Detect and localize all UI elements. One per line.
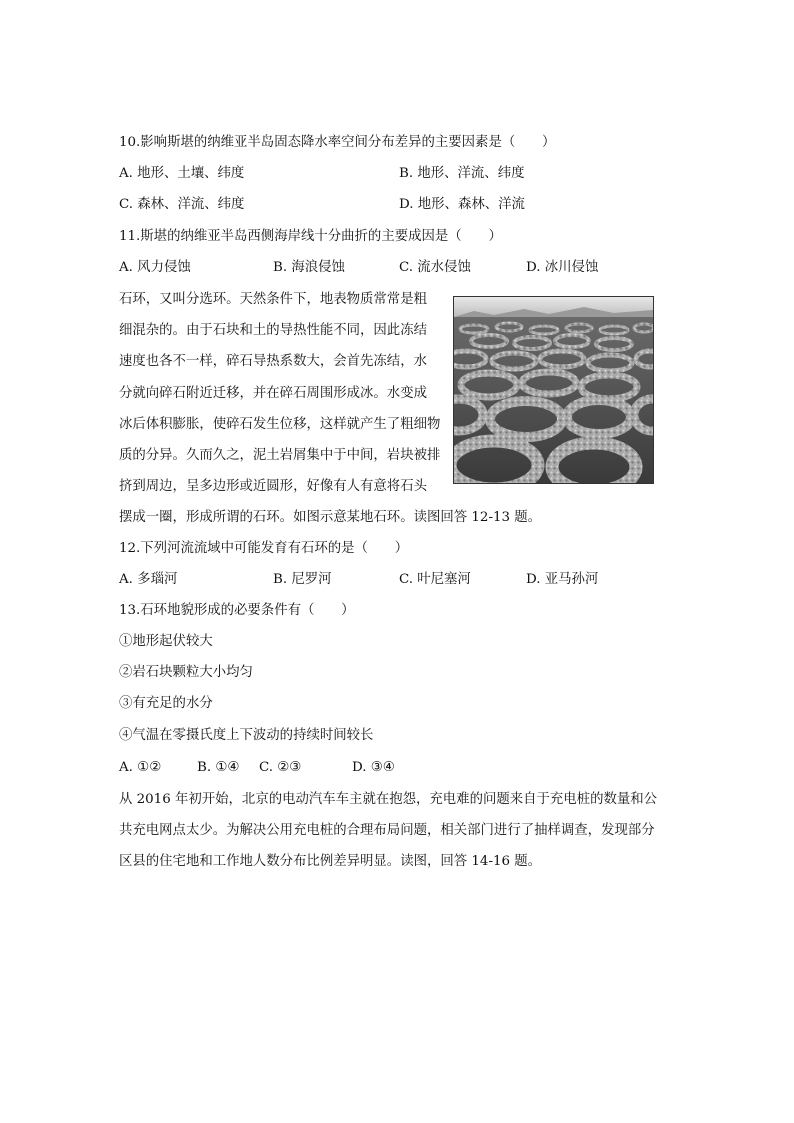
q13-option-a: A. ①② xyxy=(119,760,162,775)
q13-option-c: C. ②③ xyxy=(259,760,302,775)
passage-line: 从 2016 年初开始，北京的电动汽车车主就在抱怨，充电难的问题来自于充电桩的数量和公 xyxy=(119,792,658,807)
q12-option-a: A. 多瑙河 xyxy=(119,572,178,587)
passage-line: 共充电网点太少。为解决公用充电桩的合理布局问题，相关部门进行了抽样调查，发现部分 xyxy=(119,823,655,839)
q12-option-b: B. 尼罗河 xyxy=(273,572,332,587)
q13-statement-4: ④气温在零摄氏度上下波动的持续时间较长 xyxy=(119,728,374,743)
q13-option-d: D. ③④ xyxy=(352,760,395,775)
q12-option-d: D. 亚马孙河 xyxy=(526,572,599,587)
q13-option-b: B. ①④ xyxy=(197,760,240,775)
stone-ring-photo xyxy=(453,296,654,484)
q11-option-a: A. 风力侵蚀 xyxy=(119,260,191,275)
q12-stem: 12.下列河流流域中可能发育有石环的是（ ） xyxy=(119,541,409,556)
q10-stem: 10.影响斯堪的纳维亚半岛固态降水率空间分布差异的主要因素是（ ） xyxy=(119,135,556,150)
q13-statement-2: ②岩石块颗粒大小均匀 xyxy=(119,665,253,680)
q10-option-a: A. 地形、土壤、纬度 xyxy=(119,166,245,181)
q10-option-c: C. 森林、洋流、纬度 xyxy=(119,197,245,212)
q11-stem: 11.斯堪的纳维亚半岛西侧海岸线十分曲折的主要成因是（ ） xyxy=(119,229,502,244)
passage-line: 速度也各不一样，碎石导热系数大，会首先冻结，水 xyxy=(119,354,427,370)
passage-line: 分就向碎石附近迁移，并在碎石周围形成冰。水变成 xyxy=(119,385,427,401)
q13-stem: 13.石环地貌形成的必要条件有（ ） xyxy=(119,603,355,618)
q10-option-b: B. 地形、洋流、纬度 xyxy=(399,166,525,181)
passage-line: 质的分异。久而久之，泥土岩屑集中于中间，岩块被排 xyxy=(119,448,441,464)
q11-option-d: D. 冰川侵蚀 xyxy=(526,260,599,275)
passage-line: 摆成一圈，形成所谓的石环。如图示意某地石环。读图回答 12-13 题。 xyxy=(119,510,542,526)
passage-line: 细混杂的。由于石块和土的导热性能不同，因此冻结 xyxy=(119,323,427,339)
passage-line: 区县的住宅地和工作地人数分布比例差异明显。读图，回答 14-16 题。 xyxy=(119,854,542,870)
passage-charging xyxy=(119,784,657,878)
passage-line: 挤到周边，呈多边形或近圆形，好像有人有意将石头 xyxy=(119,479,427,495)
q10-option-d: D. 地形、森林、洋流 xyxy=(399,197,525,212)
q13-statement-1: ①地形起伏较大 xyxy=(119,634,213,649)
q11-option-c: C. 流水侵蚀 xyxy=(399,260,471,275)
q13-statement-3: ③有充足的水分 xyxy=(119,696,213,711)
passage-line: 冰后体积膨胀，使碎石发生位移，这样就产生了粗细物 xyxy=(119,416,441,432)
passage-line: 石环，又叫分选环。天然条件下，地表物质常常是粗 xyxy=(119,292,427,307)
q12-option-c: C. 叶尼塞河 xyxy=(399,572,471,587)
q11-option-b: B. 海浪侵蚀 xyxy=(273,260,345,275)
